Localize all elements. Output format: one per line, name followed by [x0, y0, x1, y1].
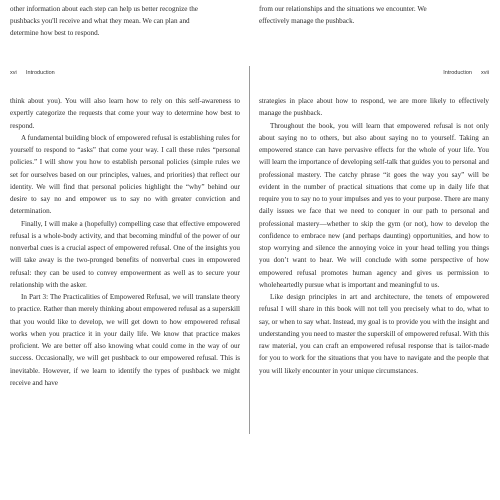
left-page: [10, 0, 240, 500]
paragraph: Throughout the book, you will learn that empowered refusal is not only about saying no to others, but also about saying no to yourself. Taking an empowered stance can have pervasive effects for the whole of your life. You will learn the importance of developing self-talk that guides you to personal and professional mastery. The catchy phrase “it goes the way you say” will be evident in the number of practical situations that come up in daily life that require you to say no to your impulses and yes to your purpose. There are many daily issues we face that we need to conquer in our path to personal and professional mastery—whether to skip the gym (or not), how to develop the confidence to embrace new (and perhaps daunting) opportunities, and how to stop worrying and silence the annoying voice in your head telling you things you don’t want to hear. We will conclude with some perspective of how empowered refusal promotes human agency and gives us permission to wholeheartedly pursue what is important and meaningful to us.: [259, 121, 489, 289]
left-top-line: determine how best to respond.: [10, 29, 100, 38]
left-top-line: pushbacks you'll receive and what they mean. We can plan and: [10, 17, 190, 26]
left-page-number: xvi: [10, 70, 17, 76]
right-running-title: Introduction: [443, 70, 472, 76]
paragraph: Finally, I will make a (hopefully) compelling case that effective empowered refusal is a whole-body activity, and that becoming mindful of the power of our nonverbal cues is a crucial aspect of empowered refusal. One of the insights you will take away is the two-pronged benefits of nonverbal cues in empowered refusal: they can be used to convey empowerment as well as to secure your relationship with the asker.: [10, 219, 240, 289]
right-running-head: [259, 70, 489, 80]
right-page-top-text: [259, 3, 489, 27]
left-body-text: [10, 95, 240, 389]
right-body-text: [259, 95, 489, 377]
paragraph: A fundamental building block of empowered refusal is establishing rules for yourself to respond to “asks” that come your way. I call these rules “personal policies.” I will show you how to establish personal policies (simple rules we set for ourselves based on our principles, values, and priorities) that reflect our identity. We will find that personal policies highlight the “why” behind our desire to say no and empower us to say no with greater conviction and determination.: [10, 133, 240, 216]
page-gutter-divider: [249, 66, 250, 434]
left-page-top-text: [10, 3, 240, 40]
paragraph: Like design principles in art and architecture, the tenets of empowered refusal I will share in this book will not tell you precisely what to do, what to say, or when to say what. Instead, my goal is to provide you with the insight and understanding you need to master the superskill of empowered refusal. With this raw material, you can craft an empowered refusal response that is tailor-made for you to work for the situations that you have to navigate and the people that you will likely encounter in your unique circumstances.: [259, 293, 490, 375]
left-running-title: Introduction: [26, 70, 55, 76]
paragraph: strategies in place about how to respond, we are more likely to effectively manage the pushback.: [259, 97, 489, 118]
left-running-head: [10, 70, 240, 80]
right-top-line: effectively manage the pushback.: [259, 17, 355, 26]
right-page: [259, 0, 489, 500]
right-page-number: xvii: [481, 70, 489, 76]
left-top-line: other information about each step can help us better recognize the: [10, 5, 198, 13]
paragraph: think about you). You will also learn how to rely on this self-awareness to expertly categorize the requests that come your way to determine how best to respond.: [10, 97, 240, 130]
right-top-line: from our relationships and the situations we encounter. We: [259, 5, 427, 13]
paragraph: In Part 3: The Practicalities of Empowered Refusal, we will translate theory to practice. Rather than merely thinking about empowered refusal as a superskill that you would like to develop, we will get down to how empowered refusal works when you practice it in your daily life. We know that practice makes proficient. We are better off also knowing what could come in the way of our success. Occasionally, we will get pushback to our empowered refusal. This is inevitable. However, if we learn to identify the types of pushback we might receive and have: [10, 293, 241, 387]
